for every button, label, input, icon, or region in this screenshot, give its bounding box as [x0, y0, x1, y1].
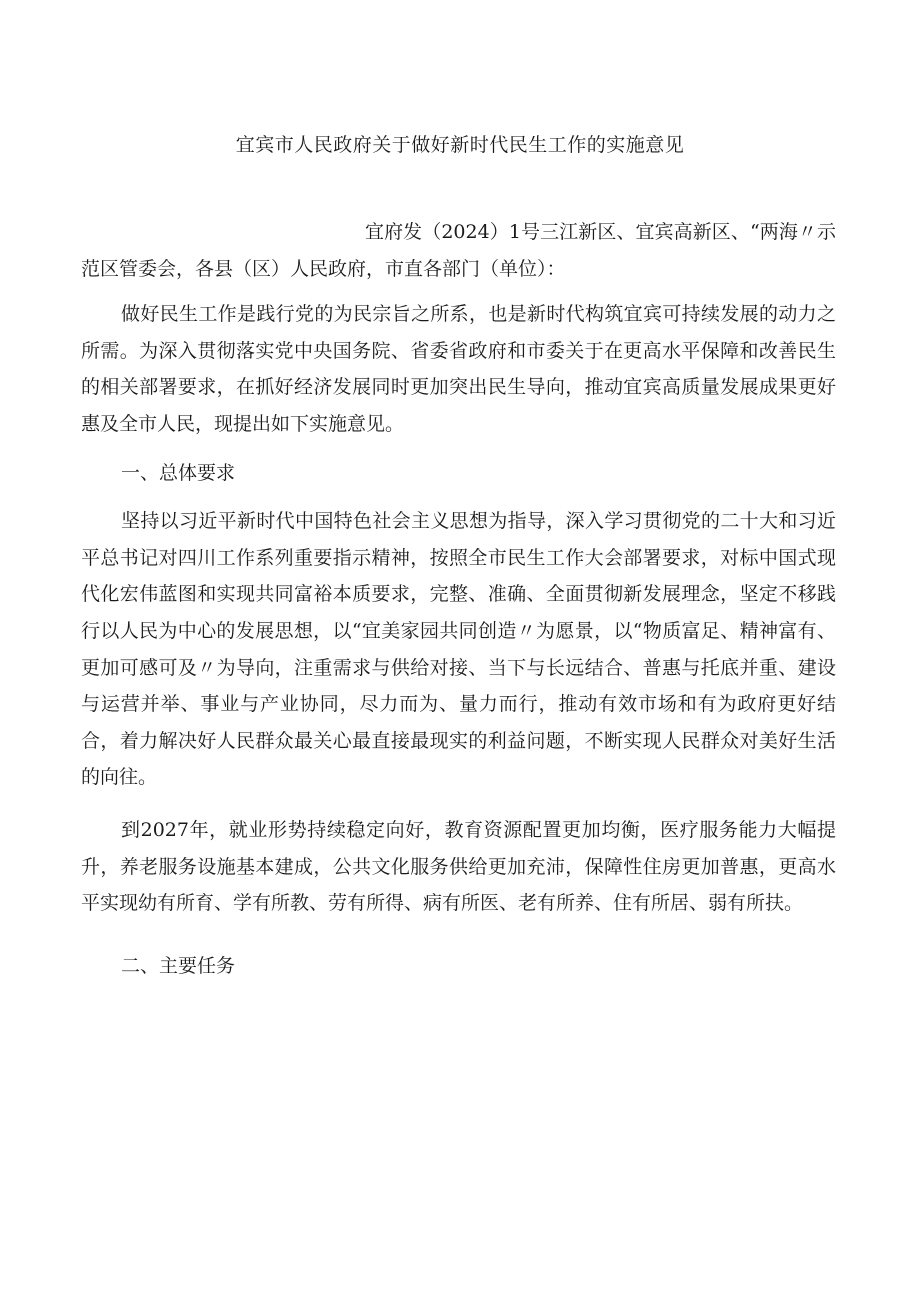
- document-title: 宜宾市人民政府关于做好新时代民生工作的实施意见: [235, 134, 685, 156]
- paragraph-intro: 做好民生工作是践行党的为民宗旨之所系，也是新时代构筑宜宾可持续发展的动力之所需。为深入贯彻落实党中央国务院、省委省政府和市委关于在更高水平保障和改善民生的相关部署要求，在抓好经济发展同时更加突出民生导向，推动宜宾高质量发展成果更好惠及全市人民，现提出如下实施意见。: [81, 303, 836, 435]
- section-heading-2: 二、主要任务: [121, 954, 236, 977]
- section-heading-1: 一、总体要求: [121, 461, 236, 484]
- paragraph-general-requirements: 坚持以习近平新时代中国特色社会主义思想为指导，深入学习贯彻党的二十大和习近平总书记对四川工作系列重要指示精神，按照全市民生工作大会部署要求，对标中国式现代化宏伟蓝图和实现共同富裕本质要求，完整、准确、全面贯彻新发展理念，坚定不移践行以人民为中心的发展思想，以“宜美家园共同创造〃为愿景，以“物质富足、精神富有、更加可感可及〃为导向，注重需求与供给对接、当下与长远结合、普惠与托底并重、建设与运营并举、事业与产业协同，尽力而为、量力而行，推动有效市场和有为政府更好结合，着力解决好人民群众最关心最直接最现实的利益问题，不断实现人民群众对美好生活的向往。: [81, 510, 836, 789]
- doc-number-and-recipients: 宜府发（2024）1号三江新区、宜宾高新区、“两海〃示范区管委会，各县（区）人民政府，市直各部门（单位）：: [81, 221, 836, 280]
- paragraph-2027-goals: 到2027年，就业形势持续稳定向好，教育资源配置更加均衡，医疗服务能力大幅提升，养老服务设施基本建成，公共文化服务供给更加充沛，保障性住房更加普惠，更高水平实现幼有所育、学有所教、劳有所得、病有所医、老有所养、住有所居、弱有所扶。: [81, 818, 836, 915]
- document-body: [81, 214, 836, 984]
